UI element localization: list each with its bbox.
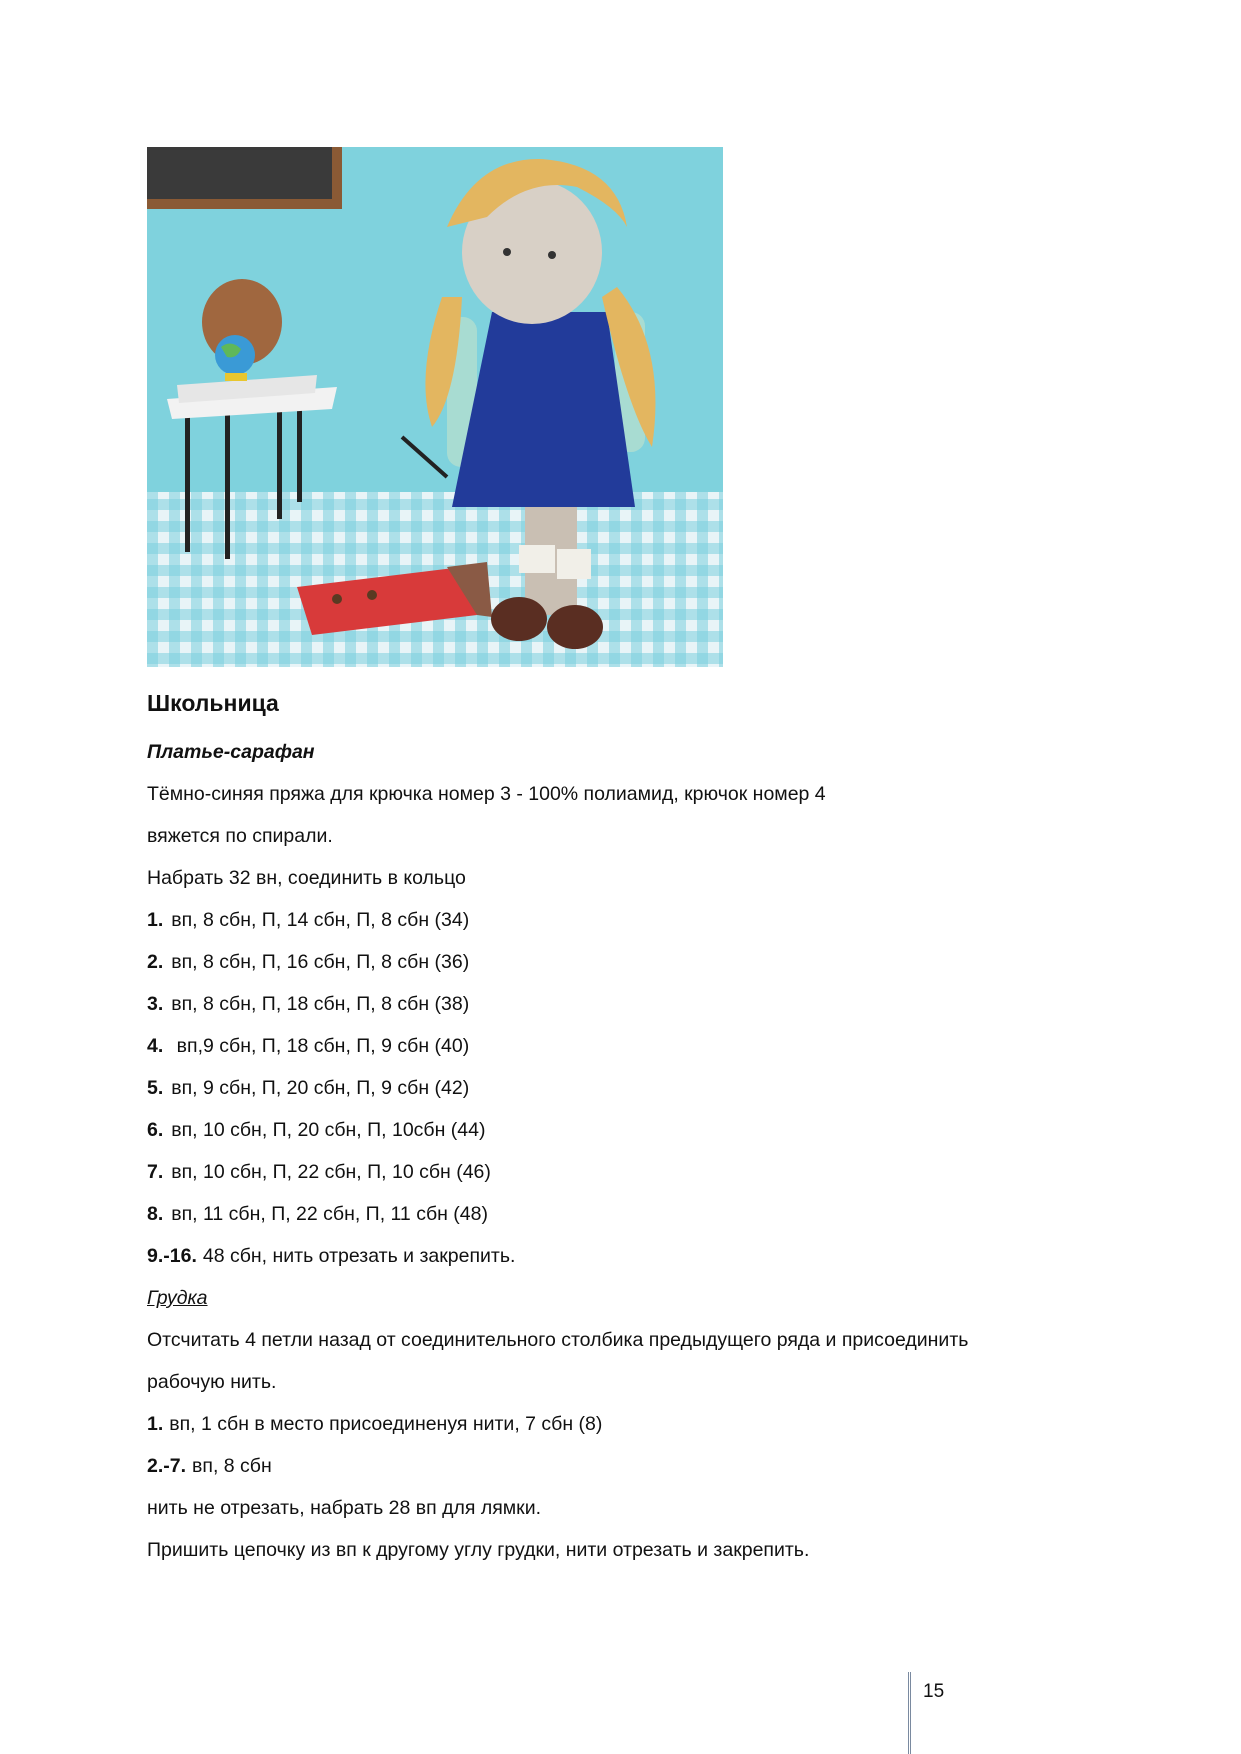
bodice-row <box>147 1411 602 1437</box>
row-item <box>147 1033 469 1059</box>
cast-on-line: Набрать 32 вн, соединить в кольцо <box>147 867 466 889</box>
row-number: 6. <box>147 1119 164 1141</box>
spiral-line: вяжется по спирали. <box>147 825 333 847</box>
finish-line: Пришить цепочку из вп к другому углу грудки, нити отрезать и закрепить. <box>147 1539 810 1561</box>
row-text: вп, 10 сбн, П, 22 сбн, П, 10 сбн (46) <box>171 1161 491 1183</box>
row-number: 2. <box>147 951 164 973</box>
row-number: 9.-16. <box>147 1245 197 1267</box>
row-item <box>147 1075 469 1101</box>
yarn-line: Тёмно-синяя пряжа для крючка номер 3 - 100% полиамид, крючок номер 4 <box>147 783 826 805</box>
dress-heading: Платье-сарафан <box>147 741 315 763</box>
page-title: Школьница <box>147 690 279 716</box>
row-item <box>147 1117 485 1143</box>
row-number: 4. <box>147 1035 164 1057</box>
strap-line: нить не отрезать, набрать 28 вп для лямки. <box>147 1497 542 1519</box>
row-number: 7. <box>147 1161 164 1183</box>
row-number: 2.-7. <box>147 1455 187 1477</box>
row-item <box>147 991 469 1017</box>
bodice-intro-line: Отсчитать 4 петли назад от соединительного столбика предыдущего ряда и присоединить <box>147 1329 969 1351</box>
row-text: вп, 8 сбн, П, 16 сбн, П, 8 сбн (36) <box>171 951 470 973</box>
row-item <box>147 1243 515 1269</box>
row-text: вп,9 сбн, П, 18 сбн, П, 9 сбн (40) <box>171 1035 470 1057</box>
row-text: вп, 8 сбн, П, 18 сбн, П, 8 сбн (38) <box>171 993 470 1015</box>
row-text: вп, 8 сбн, П, 14 сбн, П, 8 сбн (34) <box>171 909 470 931</box>
row-text: вп, 8 сбн <box>192 1455 272 1477</box>
bodice-heading: Грудка <box>147 1287 208 1309</box>
row-number: 1. <box>147 1413 164 1435</box>
bodice-intro-line: рабочую нить. <box>147 1371 277 1393</box>
row-text: вп, 11 сбн, П, 22 сбн, П, 11 сбн (48) <box>171 1203 488 1225</box>
row-text: вп, 10 сбн, П, 20 сбн, П, 10сбн (44) <box>171 1119 486 1141</box>
doll-photo <box>147 147 723 667</box>
row-item <box>147 1159 491 1185</box>
row-item <box>147 1201 488 1227</box>
row-item <box>147 949 469 975</box>
bodice-row <box>147 1453 272 1479</box>
row-number: 1. <box>147 909 164 931</box>
row-text: 48 сбн, нить отрезать и закрепить. <box>202 1245 516 1267</box>
row-text: вп, 9 сбн, П, 20 сбн, П, 9 сбн (42) <box>171 1077 470 1099</box>
row-number: 8. <box>147 1203 164 1225</box>
row-number: 5. <box>147 1077 164 1099</box>
row-number: 3. <box>147 993 164 1015</box>
page-number: 15 <box>908 1672 944 1754</box>
row-text: вп, 1 сбн в место присоединенуя нити, 7 сбн (8) <box>169 1413 603 1435</box>
row-item <box>147 907 469 933</box>
